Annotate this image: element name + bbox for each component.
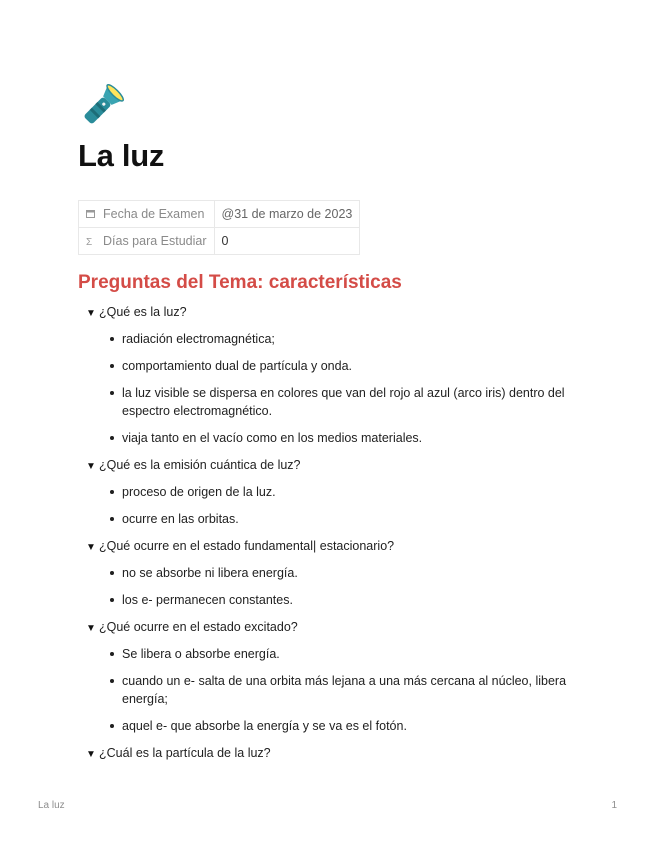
- list-item: ocurre en las orbitas.: [86, 510, 576, 528]
- list-item: aquel e- que absorbe la energía y se va es el fotón.: [86, 717, 576, 735]
- toggle-question: ¿Qué es la luz?: [99, 305, 187, 319]
- list-item: los e- permanecen constantes.: [86, 591, 576, 609]
- list-item: la luz visible se dispersa en colores que van del rojo al azul (arco iris) dentro del espectro electromagnético.: [86, 384, 576, 420]
- toggle-block: [86, 618, 576, 735]
- footer-title: La luz: [38, 800, 65, 811]
- sigma-icon: Σ: [86, 237, 93, 248]
- answer-list: [86, 330, 576, 447]
- toggle-arrow-icon[interactable]: ▼: [86, 461, 96, 472]
- property-key[interactable]: Σ Días para Estudiar: [79, 228, 215, 255]
- flashlight-icon: [78, 84, 124, 130]
- list-item: Se libera o absorbe energía.: [86, 645, 576, 663]
- properties-table: [78, 200, 360, 255]
- section-heading: Preguntas del Tema: características: [78, 272, 402, 293]
- answer-list: [86, 483, 576, 528]
- toggle-header[interactable]: [86, 618, 576, 636]
- list-item: proceso de origen de la luz.: [86, 483, 576, 501]
- property-key[interactable]: Fecha de Examen: [79, 201, 215, 228]
- toggle-question: ¿Qué es la emisión cuántica de luz?: [99, 458, 301, 472]
- list-item: comportamiento dual de partícula y onda.: [86, 357, 576, 375]
- toggle-header[interactable]: [86, 537, 576, 555]
- toggle-block: [86, 744, 576, 762]
- list-item: viaja tanto en el vacío como en los medios materiales.: [86, 429, 576, 447]
- toggle-list: [86, 303, 576, 762]
- property-value-number[interactable]: 0: [214, 228, 360, 255]
- calendar-icon: [86, 209, 100, 221]
- toggle-header[interactable]: [86, 456, 576, 474]
- toggle-arrow-icon[interactable]: ▼: [86, 542, 96, 553]
- footer-page-number: 1: [611, 800, 617, 811]
- toggle-arrow-icon[interactable]: ▼: [86, 749, 96, 760]
- answer-list: [86, 645, 576, 735]
- toggle-block: [86, 537, 576, 609]
- toggle-header[interactable]: [86, 744, 576, 762]
- toggle-question: ¿Qué ocurre en el estado excitado?: [99, 620, 298, 634]
- list-item: no se absorbe ni libera energía.: [86, 564, 576, 582]
- toggle-arrow-icon[interactable]: ▼: [86, 623, 96, 634]
- answer-list: [86, 564, 576, 609]
- toggle-block: [86, 456, 576, 528]
- property-row: [79, 228, 360, 255]
- toggle-question: ¿Cuál es la partícula de la luz?: [99, 746, 271, 760]
- property-value-date[interactable]: @31 de marzo de 2023: [214, 201, 360, 228]
- page-title: La luz: [78, 138, 165, 173]
- toggle-block: [86, 303, 576, 447]
- list-item: radiación electromagnética;: [86, 330, 576, 348]
- toggle-question: ¿Qué ocurre en el estado fundamental| estacionario?: [99, 539, 395, 553]
- list-item: cuando un e- salta de una orbita más lejana a una más cercana al núcleo, libera energía;: [86, 672, 576, 708]
- toggle-header[interactable]: [86, 303, 576, 321]
- toggle-arrow-icon[interactable]: ▼: [86, 308, 96, 319]
- property-row: [79, 201, 360, 228]
